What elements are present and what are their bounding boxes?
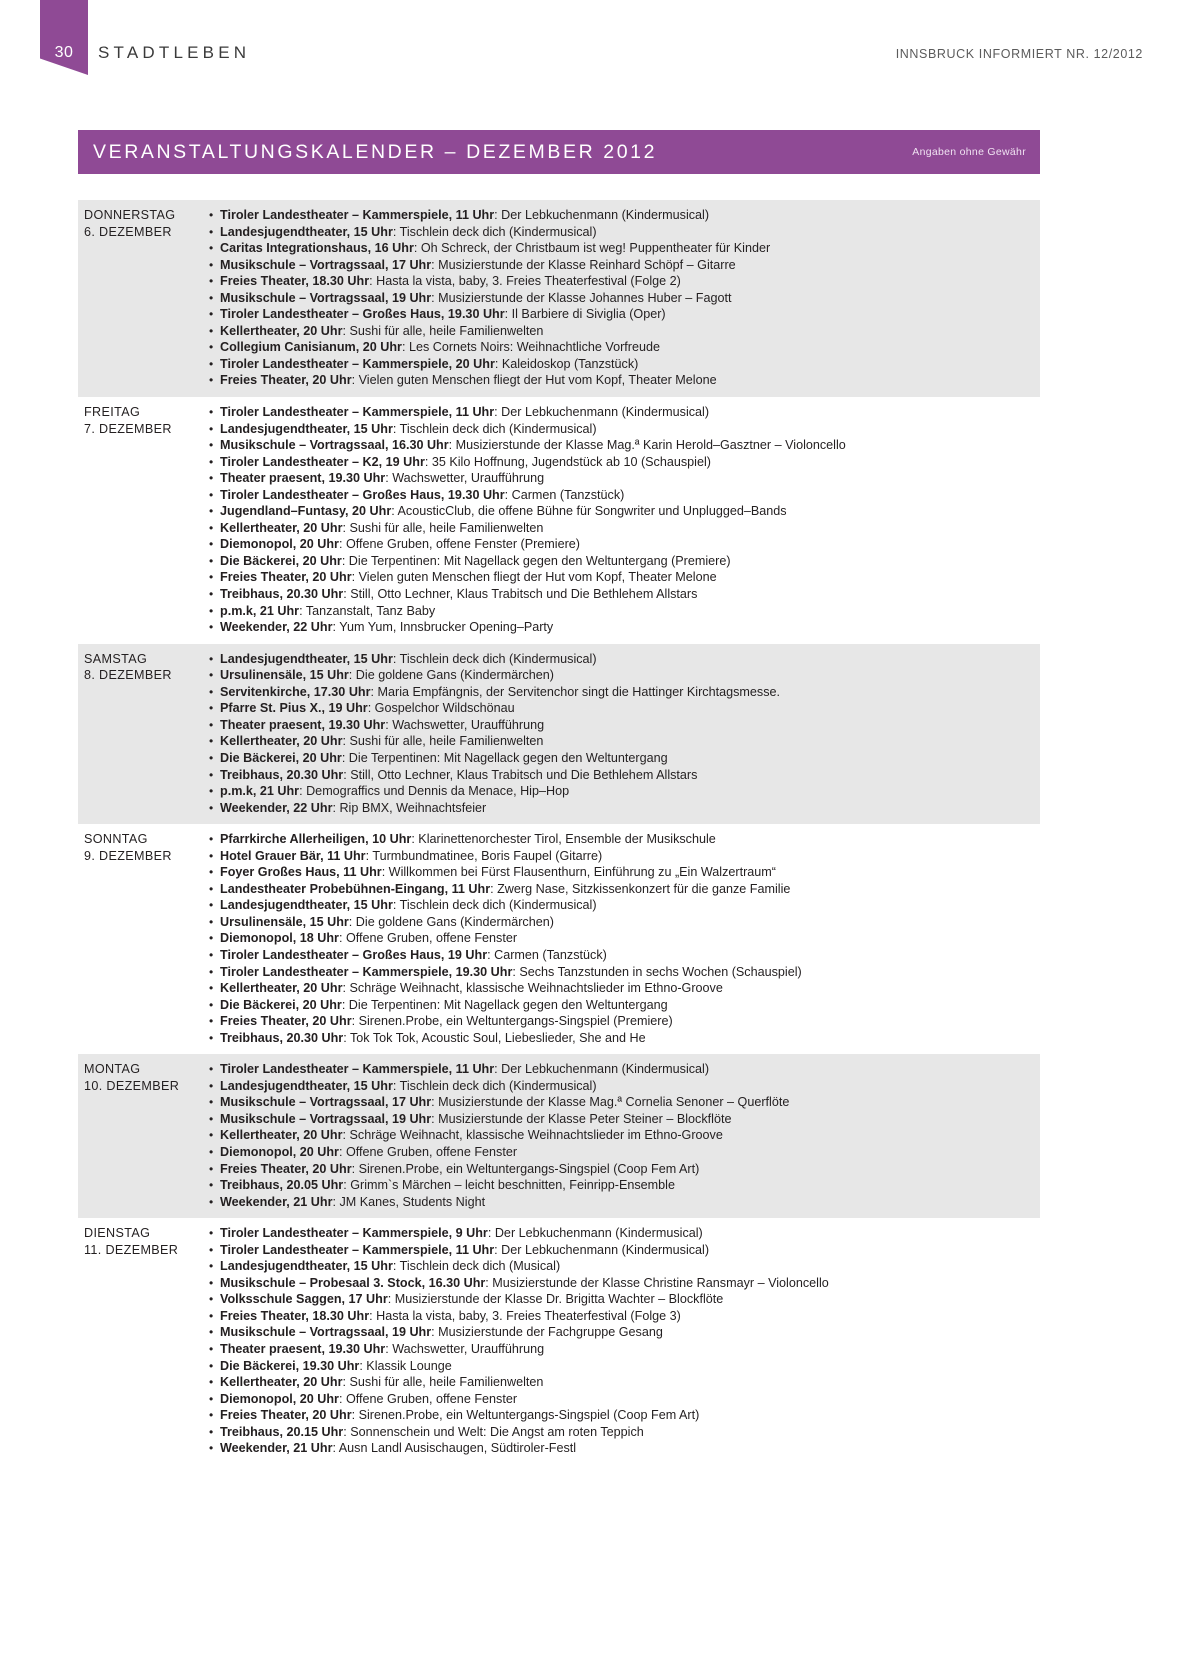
event-venue-time: Kellertheater, 20 Uhr	[220, 520, 343, 535]
event-entry	[209, 1424, 1030, 1441]
event-description: : Il Barbiere di Siviglia (Oper)	[504, 307, 666, 322]
event-venue-time: Tiroler Landestheater – Kammerspiele, 11 Uhr	[220, 405, 495, 420]
event-description: : Sirenen.Probe, ein Weltuntergangs-Singspiel (Coop Fem Art)	[351, 1161, 700, 1176]
event-entry	[209, 1177, 1030, 1194]
event-venue-time: Weekender, 22 Uhr	[220, 620, 333, 635]
event-venue-time: Die Bäckerei, 19.30 Uhr	[220, 1358, 360, 1373]
event-entry	[209, 914, 1030, 931]
event-venue-time: Tiroler Landestheater – Großes Haus, 19.30 Uhr	[220, 487, 505, 502]
day-weekday: FREITAG	[84, 405, 141, 420]
event-entry	[209, 980, 1030, 997]
event-entry	[209, 503, 1030, 520]
event-description: : 35 Kilo Hoffnung, Jugendstück ab 10 (Schauspiel)	[424, 454, 711, 469]
event-entry	[209, 1094, 1030, 1111]
event-venue-time: Tiroler Landestheater – Großes Haus, 19 Uhr	[220, 947, 488, 962]
event-entry	[209, 257, 1030, 274]
event-entry	[209, 733, 1030, 750]
event-description: : Klassik Lounge	[359, 1358, 452, 1373]
event-description: : Tanzanstalt, Tanz Baby	[299, 603, 436, 618]
calendar-disclaimer: Angaben ohne Gewähr	[912, 146, 1026, 158]
day-weekday: SAMSTAG	[84, 651, 148, 666]
event-venue-time: Weekender, 21 Uhr	[220, 1194, 333, 1209]
day-event-list	[209, 651, 1040, 816]
event-description: : Les Cornets Noirs: Weihnachtliche Vorfreude	[401, 340, 661, 355]
event-entry	[209, 997, 1030, 1014]
calendar-table	[78, 200, 1040, 1465]
event-entry	[209, 684, 1030, 701]
event-venue-time: Kellertheater, 20 Uhr	[220, 323, 343, 338]
event-entry	[209, 603, 1030, 620]
day-weekday: MONTAG	[84, 1062, 141, 1077]
event-entry	[209, 800, 1030, 817]
event-entry	[209, 1111, 1030, 1128]
calendar-day-block	[78, 644, 1040, 824]
page-number: 30	[54, 44, 74, 61]
event-description: : Still, Otto Lechner, Klaus Trabitsch und Die Bethlehem Allstars	[343, 587, 698, 602]
event-entry	[209, 372, 1030, 389]
event-entry	[209, 1242, 1030, 1259]
day-date: 6. DEZEMBER	[84, 224, 172, 239]
page-corner-shape	[40, 0, 88, 75]
event-venue-time: Musikschule – Vortragssaal, 19 Uhr	[220, 290, 432, 305]
event-description: : Tischlein deck dich (Kindermusical)	[392, 1078, 597, 1093]
day-event-list	[209, 831, 1040, 1046]
event-description: : Offene Gruben, offene Fenster	[338, 1391, 518, 1406]
day-label	[78, 207, 209, 240]
event-entry	[209, 864, 1030, 881]
event-description: : Offene Gruben, offene Fenster (Premiere)	[338, 537, 580, 552]
event-entry	[209, 881, 1030, 898]
event-description: : Hasta la vista, baby, 3. Freies Theaterfestival (Folge 2)	[369, 274, 681, 289]
event-entry	[209, 421, 1030, 438]
event-venue-time: Tiroler Landestheater – Kammerspiele, 19.30 Uhr	[220, 964, 513, 979]
event-description: : Yum Yum, Innsbrucker Opening–Party	[332, 620, 554, 635]
calendar-title-bar	[78, 130, 1040, 174]
event-description: : Musizierstunde der Klasse Reinhard Schöpf – Gitarre	[431, 257, 736, 272]
event-venue-time: Die Bäckerei, 20 Uhr	[220, 553, 342, 568]
event-description: : Musizierstunde der Klasse Christine Ransmayr – Violoncello	[485, 1275, 829, 1290]
event-description: : Musizierstunde der Fachgruppe Gesang	[431, 1325, 663, 1340]
event-entry	[209, 1258, 1030, 1275]
event-venue-time: Ursulinensäle, 15 Uhr	[220, 914, 349, 929]
event-entry	[209, 1161, 1030, 1178]
event-description: : Sechs Tanzstunden in sechs Wochen (Schauspiel)	[512, 964, 802, 979]
event-venue-time: Die Bäckerei, 20 Uhr	[220, 750, 342, 765]
event-description: : Carmen (Tanzstück)	[504, 487, 625, 502]
event-description: : Wachswetter, Uraufführung	[385, 1342, 545, 1356]
event-entry	[209, 947, 1030, 964]
event-description: : Grimm`s Märchen – leicht beschnitten, Feinripp-Ensemble	[343, 1178, 675, 1193]
event-description: : Carmen (Tanzstück)	[487, 947, 607, 962]
event-venue-time: Foyer Großes Haus, 11 Uhr	[220, 865, 382, 880]
event-entry	[209, 224, 1030, 241]
event-description: : Musizierstunde der Klasse Johannes Huber – Fagott	[431, 290, 732, 305]
event-entry	[209, 700, 1030, 717]
section-title: STADTLEBEN	[98, 43, 251, 62]
day-label	[78, 1061, 209, 1094]
event-venue-time: Pfarrkirche Allerheiligen, 10 Uhr	[220, 832, 412, 847]
event-description: : Tischlein deck dich (Musical)	[392, 1259, 561, 1274]
event-venue-time: p.m.k, 21 Uhr	[220, 784, 300, 799]
event-description: : Die goldene Gans (Kindermärchen)	[348, 668, 554, 683]
event-venue-time: Theater praesent, 19.30 Uhr	[220, 717, 386, 732]
event-description: : Musizierstunde der Klasse Mag.ª Karin Herold–Gasztner – Violoncello	[448, 438, 846, 453]
event-venue-time: Treibhaus, 20.30 Uhr	[220, 1030, 344, 1045]
event-venue-time: Ursulinensäle, 15 Uhr	[220, 668, 349, 683]
event-venue-time: Musikschule – Vortragssaal, 16.30 Uhr	[220, 438, 449, 453]
event-venue-time: Kellertheater, 20 Uhr	[220, 1128, 343, 1143]
event-venue-time: Theater praesent, 19.30 Uhr	[220, 1342, 386, 1356]
event-entry	[209, 207, 1030, 224]
event-description: : Tischlein deck dich (Kindermusical)	[392, 651, 597, 666]
event-entry	[209, 1308, 1030, 1325]
day-event-list	[209, 1061, 1040, 1210]
event-description: : Sushi für alle, heile Familienwelten	[342, 734, 544, 749]
event-entry	[209, 964, 1030, 981]
event-description: : Wachswetter, Uraufführung	[385, 471, 545, 486]
event-description: : Der Lebkuchenmann (Kindermusical)	[494, 1242, 710, 1257]
event-venue-time: Landesjugendtheater, 15 Uhr	[220, 1078, 393, 1093]
event-entry	[209, 1407, 1030, 1424]
event-description: : Vielen guten Menschen fliegt der Hut vom Kopf, Theater Melone	[351, 373, 717, 388]
event-entry	[209, 783, 1030, 800]
event-description: : Sonnenschein und Welt: Die Angst am roten Teppich	[343, 1424, 644, 1439]
day-weekday: DONNERSTAG	[84, 208, 176, 222]
event-entry	[209, 1358, 1030, 1375]
event-venue-time: Freies Theater, 20 Uhr	[220, 1014, 352, 1029]
event-entry	[209, 1275, 1030, 1292]
event-entry	[209, 339, 1030, 356]
event-venue-time: Caritas Integrationshaus, 16 Uhr	[220, 241, 414, 256]
event-venue-time: Musikschule – Vortragssaal, 17 Uhr	[220, 257, 432, 272]
event-description: : AcousticClub, die offene Bühne für Songwriter und Unplugged–Bands	[391, 504, 787, 519]
day-event-list	[209, 404, 1040, 636]
day-label	[78, 651, 209, 684]
event-entry	[209, 1127, 1030, 1144]
event-entry	[209, 651, 1030, 668]
event-entry	[209, 1030, 1030, 1047]
event-entry	[209, 667, 1030, 684]
event-venue-time: Freies Theater, 20 Uhr	[220, 373, 352, 388]
event-description: : Vielen guten Menschen fliegt der Hut vom Kopf, Theater Melone	[351, 570, 717, 585]
event-description: : Still, Otto Lechner, Klaus Trabitsch und Die Bethlehem Allstars	[343, 767, 698, 782]
day-label	[78, 831, 209, 864]
event-description: : Der Lebkuchenmann (Kindermusical)	[494, 1062, 710, 1077]
event-venue-time: Landesjugendtheater, 15 Uhr	[220, 651, 393, 666]
event-entry	[209, 536, 1030, 553]
event-venue-time: Landesjugendtheater, 15 Uhr	[220, 421, 393, 436]
event-venue-time: Landesjugendtheater, 15 Uhr	[220, 1259, 393, 1274]
event-venue-time: Musikschule – Vortragssaal, 19 Uhr	[220, 1111, 432, 1126]
event-description: : Die goldene Gans (Kindermärchen)	[348, 914, 554, 929]
event-venue-time: Tiroler Landestheater – Kammerspiele, 11 Uhr	[220, 1062, 495, 1077]
event-venue-time: Treibhaus, 20.15 Uhr	[220, 1424, 344, 1439]
event-venue-time: Volksschule Saggen, 17 Uhr	[220, 1292, 388, 1307]
event-venue-time: Tiroler Landestheater – Großes Haus, 19.30 Uhr	[220, 307, 505, 322]
event-description: : Turmbundmatinee, Boris Faupel (Gitarre)	[365, 848, 603, 863]
event-description: : Sirenen.Probe, ein Weltuntergangs-Singspiel (Coop Fem Art)	[351, 1408, 700, 1423]
event-description: : Demograffics und Dennis da Menace, Hip–Hop	[299, 784, 570, 799]
event-entry	[209, 1391, 1030, 1408]
event-venue-time: Musikschule – Probesaal 3. Stock, 16.30 Uhr	[220, 1275, 486, 1290]
event-description: : Maria Empfängnis, der Servitenchor singt die Hattinger Kirchtagsmesse.	[370, 684, 780, 699]
day-weekday: DIENSTAG	[84, 1226, 151, 1241]
event-venue-time: Treibhaus, 20.05 Uhr	[220, 1178, 344, 1193]
event-description: : Offene Gruben, offene Fenster	[338, 1144, 518, 1159]
event-entry	[209, 404, 1030, 421]
event-description: : Ausn Landl Ausischaugen, Südtiroler-Festl	[332, 1441, 577, 1456]
event-description: : Der Lebkuchenmann (Kindermusical)	[487, 1226, 703, 1241]
event-description: : Kaleidoskop (Tanzstück)	[494, 356, 639, 371]
event-entry	[209, 323, 1030, 340]
event-description: : Wachswetter, Uraufführung	[385, 717, 545, 732]
event-description: : Die Terpentinen: Mit Nagellack gegen den Weltuntergang (Premiere)	[341, 553, 731, 568]
day-date: 10. DEZEMBER	[84, 1078, 180, 1093]
event-entry	[209, 1225, 1030, 1242]
event-entry	[209, 290, 1030, 307]
calendar-day-block	[78, 1054, 1040, 1218]
day-date: 11. DEZEMBER	[84, 1242, 179, 1257]
event-venue-time: Treibhaus, 20.30 Uhr	[220, 767, 344, 782]
event-venue-time: Die Bäckerei, 20 Uhr	[220, 997, 342, 1012]
event-description: : Klarinettenorchester Tirol, Ensemble der Musikschule	[411, 832, 716, 847]
event-venue-time: Freies Theater, 18.30 Uhr	[220, 1308, 370, 1323]
day-date: 8. DEZEMBER	[84, 668, 172, 683]
event-venue-time: Musikschule – Vortragssaal, 19 Uhr	[220, 1325, 432, 1340]
day-weekday: SONNTAG	[84, 832, 148, 847]
event-venue-time: Collegium Canisianum, 20 Uhr	[220, 340, 402, 355]
event-description: : Musizierstunde der Klasse Peter Steiner – Blockflöte	[431, 1111, 732, 1126]
day-label	[78, 404, 209, 437]
event-description: : Schräge Weihnacht, klassische Weihnachtslieder im Ethno-Groove	[342, 1128, 723, 1143]
event-description: : Der Lebkuchenmann (Kindermusical)	[494, 405, 710, 420]
event-venue-time: Freies Theater, 18.30 Uhr	[220, 274, 370, 289]
event-description: : Musizierstunde der Klasse Dr. Brigitta Wachter – Blockflöte	[387, 1292, 724, 1307]
event-entry	[209, 553, 1030, 570]
event-description: : Tok Tok Tok, Acoustic Soul, Liebeslieder, She and He	[343, 1030, 646, 1045]
event-venue-time: Diemonopol, 20 Uhr	[220, 1391, 339, 1406]
event-description: : Sushi für alle, heile Familienwelten	[342, 323, 544, 338]
event-venue-time: Pfarre St. Pius X., 19 Uhr	[220, 701, 368, 716]
event-description: : Rip BMX, Weihnachtsfeier	[332, 800, 487, 815]
event-entry	[209, 1194, 1030, 1211]
event-entry	[209, 356, 1030, 373]
event-entry	[209, 437, 1030, 454]
calendar-title: VERANSTALTUNGSKALENDER – DEZEMBER 2012	[93, 140, 658, 163]
event-entry	[209, 1341, 1030, 1358]
event-description: : Oh Schreck, der Christbaum ist weg! Puppentheater für Kinder	[413, 241, 771, 256]
event-entry	[209, 897, 1030, 914]
event-venue-time: Landestheater Probebühnen-Eingang, 11 Uhr	[220, 881, 491, 896]
event-entry	[209, 930, 1030, 947]
calendar-day-block	[78, 824, 1040, 1054]
day-event-list	[209, 207, 1040, 389]
event-venue-time: Diemonopol, 20 Uhr	[220, 537, 339, 552]
day-label	[78, 1225, 209, 1258]
event-entry	[209, 767, 1030, 784]
event-venue-time: Tiroler Landestheater – K2, 19 Uhr	[220, 454, 425, 469]
event-venue-time: Tiroler Landestheater – Kammerspiele, 9 Uhr	[220, 1226, 488, 1241]
event-venue-time: Tiroler Landestheater – Kammerspiele, 11 Uhr	[220, 1242, 495, 1257]
event-entry	[209, 454, 1030, 471]
event-entry	[209, 586, 1030, 603]
event-entry	[209, 1144, 1030, 1161]
event-venue-time: Kellertheater, 20 Uhr	[220, 734, 343, 749]
event-venue-time: Kellertheater, 20 Uhr	[220, 981, 343, 996]
event-entry	[209, 848, 1030, 865]
event-description: : Hasta la vista, baby, 3. Freies Theaterfestival (Folge 3)	[369, 1308, 681, 1323]
event-venue-time: Diemonopol, 20 Uhr	[220, 1144, 339, 1159]
event-entry	[209, 1324, 1030, 1341]
event-description: : Tischlein deck dich (Kindermusical)	[392, 421, 597, 436]
event-entry	[209, 1078, 1030, 1095]
event-description: : Tischlein deck dich (Kindermusical)	[392, 224, 597, 239]
event-venue-time: p.m.k, 21 Uhr	[220, 603, 300, 618]
event-venue-time: Diemonopol, 18 Uhr	[220, 931, 339, 946]
day-date: 7. DEZEMBER	[84, 421, 172, 436]
event-entry	[209, 1440, 1030, 1457]
event-entry	[209, 750, 1030, 767]
event-description: : Sirenen.Probe, ein Weltuntergangs-Singspiel (Premiere)	[351, 1014, 673, 1029]
event-description: : Offene Gruben, offene Fenster	[338, 931, 518, 946]
event-venue-time: Freies Theater, 20 Uhr	[220, 570, 352, 585]
event-venue-time: Jugendland–Funtasy, 20 Uhr	[220, 504, 392, 519]
event-entry	[209, 470, 1030, 487]
calendar-day-block	[78, 1218, 1040, 1465]
page-header	[0, 0, 1181, 92]
event-description: : Die Terpentinen: Mit Nagellack gegen den Weltuntergang	[341, 997, 668, 1012]
event-description: : Schräge Weihnacht, klassische Weihnachtslieder im Ethno-Groove	[342, 981, 723, 996]
day-event-list	[209, 1225, 1040, 1457]
event-entry	[209, 306, 1030, 323]
event-venue-time: Hotel Grauer Bär, 11 Uhr	[220, 848, 366, 863]
event-venue-time: Freies Theater, 20 Uhr	[220, 1408, 352, 1423]
event-entry	[209, 569, 1030, 586]
event-description: : Musizierstunde der Klasse Mag.ª Cornelia Senoner – Querflöte	[431, 1095, 790, 1110]
event-entry	[209, 831, 1030, 848]
event-venue-time: Landesjugendtheater, 15 Uhr	[220, 898, 393, 913]
event-entry	[209, 240, 1030, 257]
event-venue-time: Tiroler Landestheater – Kammerspiele, 11 Uhr	[220, 208, 495, 222]
event-description: : Sushi für alle, heile Familienwelten	[342, 520, 544, 535]
event-entry	[209, 1013, 1030, 1030]
event-entry	[209, 273, 1030, 290]
event-entry	[209, 520, 1030, 537]
calendar-day-block	[78, 397, 1040, 644]
event-venue-time: Freies Theater, 20 Uhr	[220, 1161, 352, 1176]
event-description: : Der Lebkuchenmann (Kindermusical)	[494, 208, 710, 222]
event-description: : Die Terpentinen: Mit Nagellack gegen den Weltuntergang	[341, 750, 668, 765]
event-description: : Gospelchor Wildschönau	[367, 701, 515, 716]
event-description: : Willkommen bei Fürst Flausenthurn, Einführung zu „Ein Walzertraum“	[381, 865, 776, 880]
calendar-day-block	[78, 200, 1040, 397]
event-venue-time: Treibhaus, 20.30 Uhr	[220, 587, 344, 602]
event-venue-time: Tiroler Landestheater – Kammerspiele, 20 Uhr	[220, 356, 495, 371]
event-venue-time: Landesjugendtheater, 15 Uhr	[220, 224, 393, 239]
event-description: : Sushi für alle, heile Familienwelten	[342, 1375, 544, 1390]
issue-info: INNSBRUCK INFORMIERT NR. 12/2012	[895, 47, 1143, 61]
event-venue-time: Kellertheater, 20 Uhr	[220, 1375, 343, 1390]
event-entry	[209, 717, 1030, 734]
event-description: : Tischlein deck dich (Kindermusical)	[392, 898, 597, 913]
event-entry	[209, 619, 1030, 636]
event-venue-time: Theater praesent, 19.30 Uhr	[220, 471, 386, 486]
event-venue-time: Weekender, 21 Uhr	[220, 1441, 333, 1456]
event-description: : Zwerg Nase, Sitzkissenkonzert für die ganze Familie	[490, 881, 791, 896]
event-venue-time: Weekender, 22 Uhr	[220, 800, 333, 815]
event-entry	[209, 1291, 1030, 1308]
event-venue-time: Musikschule – Vortragssaal, 17 Uhr	[220, 1095, 432, 1110]
event-description: : JM Kanes, Students Night	[332, 1194, 486, 1209]
event-entry	[209, 1374, 1030, 1391]
event-entry	[209, 1061, 1030, 1078]
event-venue-time: Servitenkirche, 17.30 Uhr	[220, 684, 371, 699]
day-date: 9. DEZEMBER	[84, 848, 172, 863]
event-entry	[209, 487, 1030, 504]
